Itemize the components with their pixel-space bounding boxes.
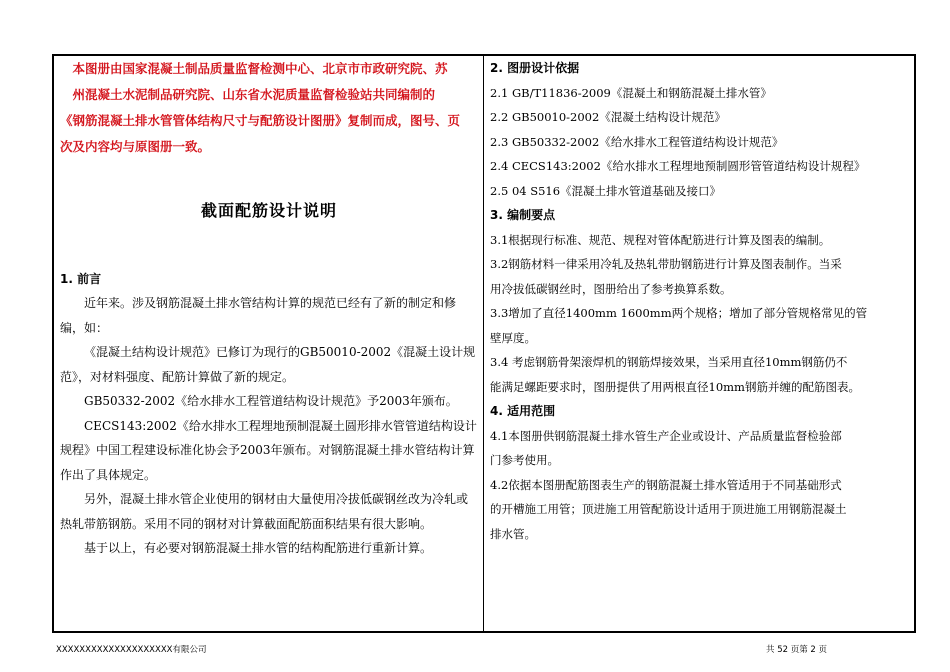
section-heading: 1. 前言 [60,272,102,286]
section-heading: 3. 编制要点 [490,208,556,222]
page-title: 截面配筋设计说明 [200,201,337,220]
footer-company: XXXXXXXXXXXXXXXXXXXX有限公司 [56,645,207,655]
list-item: 2.1 GB/T11836-2009《混凝土和钢筋混凝土排水管》 [490,85,772,100]
text-line: 壁厚度。 [490,330,536,345]
text-line: 能满足螺距要求时，图册提供了用两根直径10mm钢筋并缠的配筋图表。 [490,379,860,394]
paragraph: GB50332-2002《给水排水工程管道结构设计规范》予2003年颁布。 [84,394,458,408]
text-line: 3.1根据现行标准、规范、规程对管体配筋进行计算及图表的编制。 [490,232,831,247]
paragraph: 近年来。涉及钢筋混凝土排水管结构计算的规范已经有了新的制定和修编，如： [60,296,457,335]
notice-line: 州混凝土水泥制品研究院、山东省水泥质量监督检验站共同编制的 [60,87,436,102]
paragraph: 基于以上，有必要对钢筋混凝土排水管的结构配筋进行重新计算。 [84,541,433,555]
list-item: 2.4 CECS143:2002《给水排水工程埋地预制圆形管管道结构设计规程》 [490,159,866,173]
list-item: 2.5 04 S516《混凝土排水管道基础及接口》 [490,183,722,198]
text-line: 排水管。 [490,526,536,541]
section-heading: 4. 适用范围 [490,404,556,418]
paragraph: 《混凝土结构设计规范》已修订为现行的GB50010-2002《混凝土设计规范》，对材料强度、配筋计算做了新的规定。 [60,345,476,384]
red-notice [60,56,478,160]
left-column [60,56,478,561]
text-line: 4.2依据本图册配筋图表生产的钢筋混凝土排水管适用于不同基础形式 [490,477,842,492]
section-heading: 2. 图册设计依据 [490,61,580,75]
text-line: 3.3增加了直径1400mm 1600mm两个规格；增加了部分管规格常见的管 [490,306,868,320]
text-line: 的开槽施工用管；顶进施工用管配筋设计适用于顶进施工用钢筋混凝土 [490,502,847,516]
text-line: 用冷拔低碳钢丝时，图册给出了参考换算系数。 [490,281,732,296]
text-line: 门参考使用。 [490,453,559,467]
notice-line: 《钢筋混凝土排水管管体结构尺寸与配筋设计图册》复制而成，图号、页 [60,113,461,128]
text-line: 3.2钢筋材料一律采用冷轧及热轧带肋钢筋进行计算及图表制作。当采 [490,257,842,271]
paragraph: CECS143:2002《给水排水工程埋地预制混凝土圆形排水管管道结构设计规程》中国工程建设标准化协会予2003年颁布。对钢筋混凝土排水管结构计算作出了具体规定。 [60,418,477,482]
list-item: 2.3 GB50332-2002《给水排水工程管道结构设计规范》 [490,134,784,149]
notice-line: 本图册由国家混凝土制品质量监督检测中心、北京市市政研究院、苏 [60,61,448,76]
document-frame [52,54,916,633]
right-column [490,56,910,546]
column-divider [483,56,484,631]
list-item: 2.2 GB50010-2002《混凝土结构设计规范》 [490,110,726,124]
notice-line: 次及内容均与原图册一致。 [60,139,211,154]
text-line: 4.1本图册供钢筋混凝土排水管生产企业或设计、产品质量监督检验部 [490,428,842,443]
paragraph: 另外，混凝土排水管企业使用的钢材由大量使用冷拔低碳钢丝改为冷轧或热轧带筋钢筋。采用不同的钢材对计算截面配筋面积结果有很大影响。 [60,492,469,531]
text-line: 3.4 考虑钢筋骨架滚焊机的钢筋焊接效果，当采用直径10mm钢筋仍不 [490,355,848,369]
footer-page-number: 共 52 页第 2 页 [766,645,828,655]
